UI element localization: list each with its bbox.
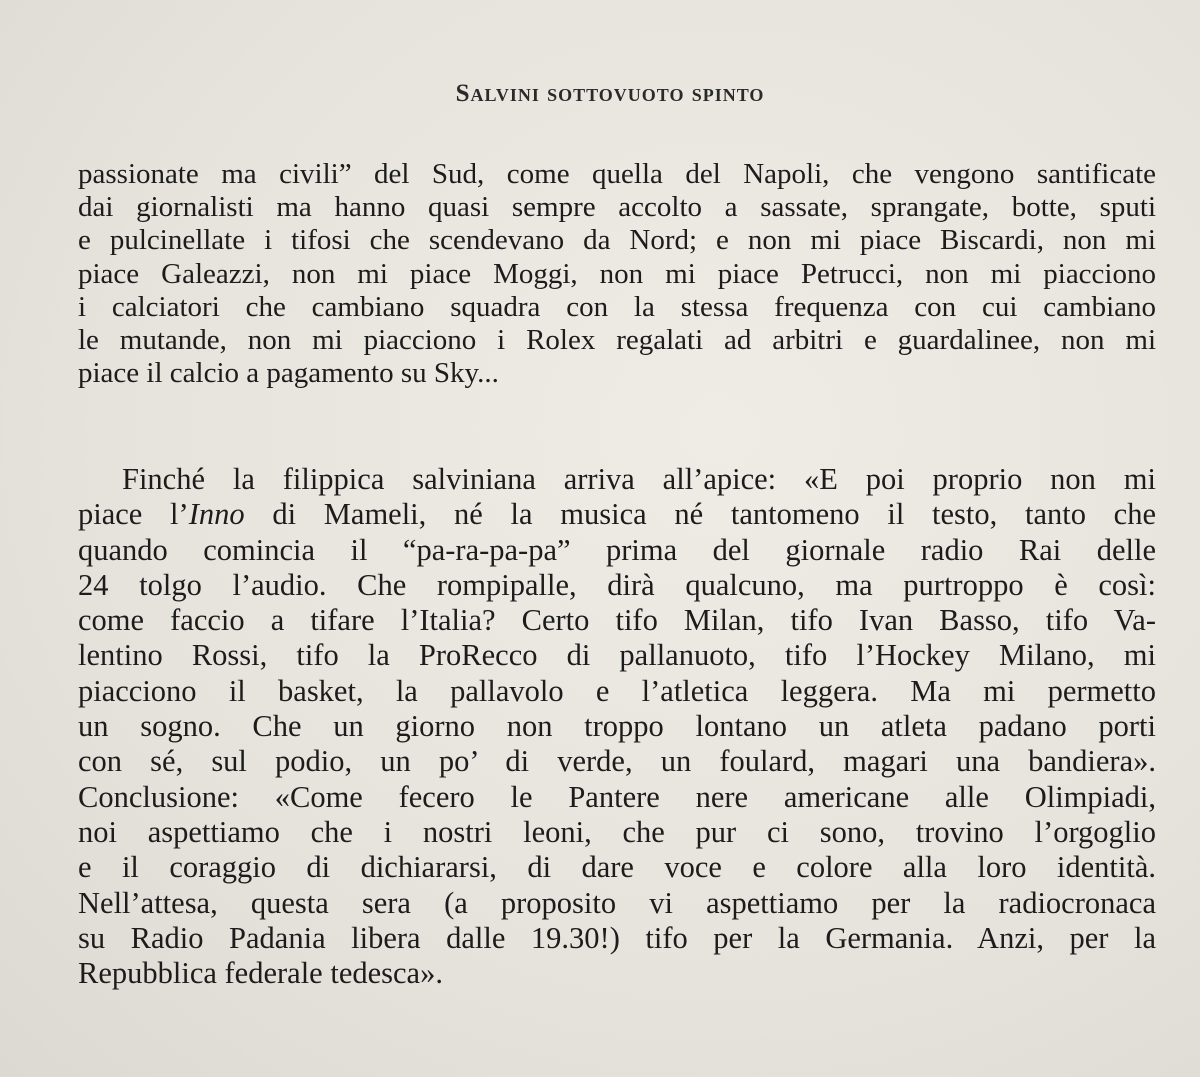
text-line: Conclusione: «Come fecero le Pantere nere americane alle Olimpiadi, — [78, 779, 1156, 814]
text-line: i calciatori che cambiano squadra con la stessa frequenza con cui cambiano — [78, 290, 1156, 323]
text-fragment: piace l’ — [78, 497, 189, 532]
text-line: un sogno. Che un giorno non troppo lontano un atleta padano porti — [78, 709, 1156, 744]
text-line: piacciono il basket, la pallavolo e l’atletica leggera. Ma mi permetto — [78, 673, 1156, 708]
text-line: lentino Rossi, tifo la ProRecco di pallanuoto, tifo l’Hockey Milano, mi — [78, 638, 1156, 673]
text-line: quando comincia il “pa-ra-pa-pa” prima del giornale radio Rai delle — [78, 532, 1156, 567]
text-line-with-italic — [78, 497, 1156, 532]
text-line: noi aspettiamo che i nostri leoni, che pur ci sono, trovino l’orgoglio — [78, 814, 1156, 849]
text-line: le mutande, non mi piacciono i Rolex regalati ad arbitri e guardalinee, non mi — [78, 324, 1156, 357]
text-line: su Radio Padania libera dalle 19.30!) tifo per la Germania. Anzi, per la — [78, 920, 1156, 955]
text-line: piace Galeazzi, non mi piace Moggi, non mi piace Petrucci, non mi piacciono — [78, 257, 1156, 290]
italic-title: Inno — [188, 497, 245, 532]
text-line: dai giornalisti ma hanno quasi sempre accolto a sassate, sprangate, botte, sputi — [78, 191, 1156, 224]
text-line: e pulcinellate i tifosi che scendevano da Nord; e non mi piace Biscardi, non mi — [78, 224, 1156, 257]
text-line: e il coraggio di dichiararsi, di dare voce e colore alla loro identità. — [78, 850, 1156, 885]
text-line: Repubblica federale tedesca». — [78, 956, 443, 991]
text-line: passionate ma civili” del Sud, come quella del Napoli, che vengono santificate — [78, 158, 1156, 190]
text-line: con sé, sul podio, un po’ di verde, un foulard, magari una bandiera». — [78, 744, 1156, 779]
running-head: Salvini sottovuoto spinto — [455, 80, 765, 107]
paragraph-2 — [78, 462, 1156, 991]
paragraph-1 — [78, 158, 1156, 390]
text-line: come faccio a tifare l’Italia? Certo tifo Milan, tifo Ivan Basso, tifo Va- — [78, 603, 1156, 638]
text-line: piace il calcio a pagamento su Sky... — [78, 357, 499, 390]
text-line: Finché la filippica salviniana arriva all’apice: «E poi proprio non mi — [122, 462, 1156, 496]
text-fragment: di Mameli, né la musica né tantomeno il testo, tanto che — [244, 497, 1156, 532]
text-line: 24 tolgo l’audio. Che rompipalle, dirà qualcuno, ma purtroppo è così: — [78, 567, 1156, 602]
text-line: Nell’attesa, questa sera (a proposito vi aspettiamo per la radiocronaca — [78, 885, 1156, 920]
